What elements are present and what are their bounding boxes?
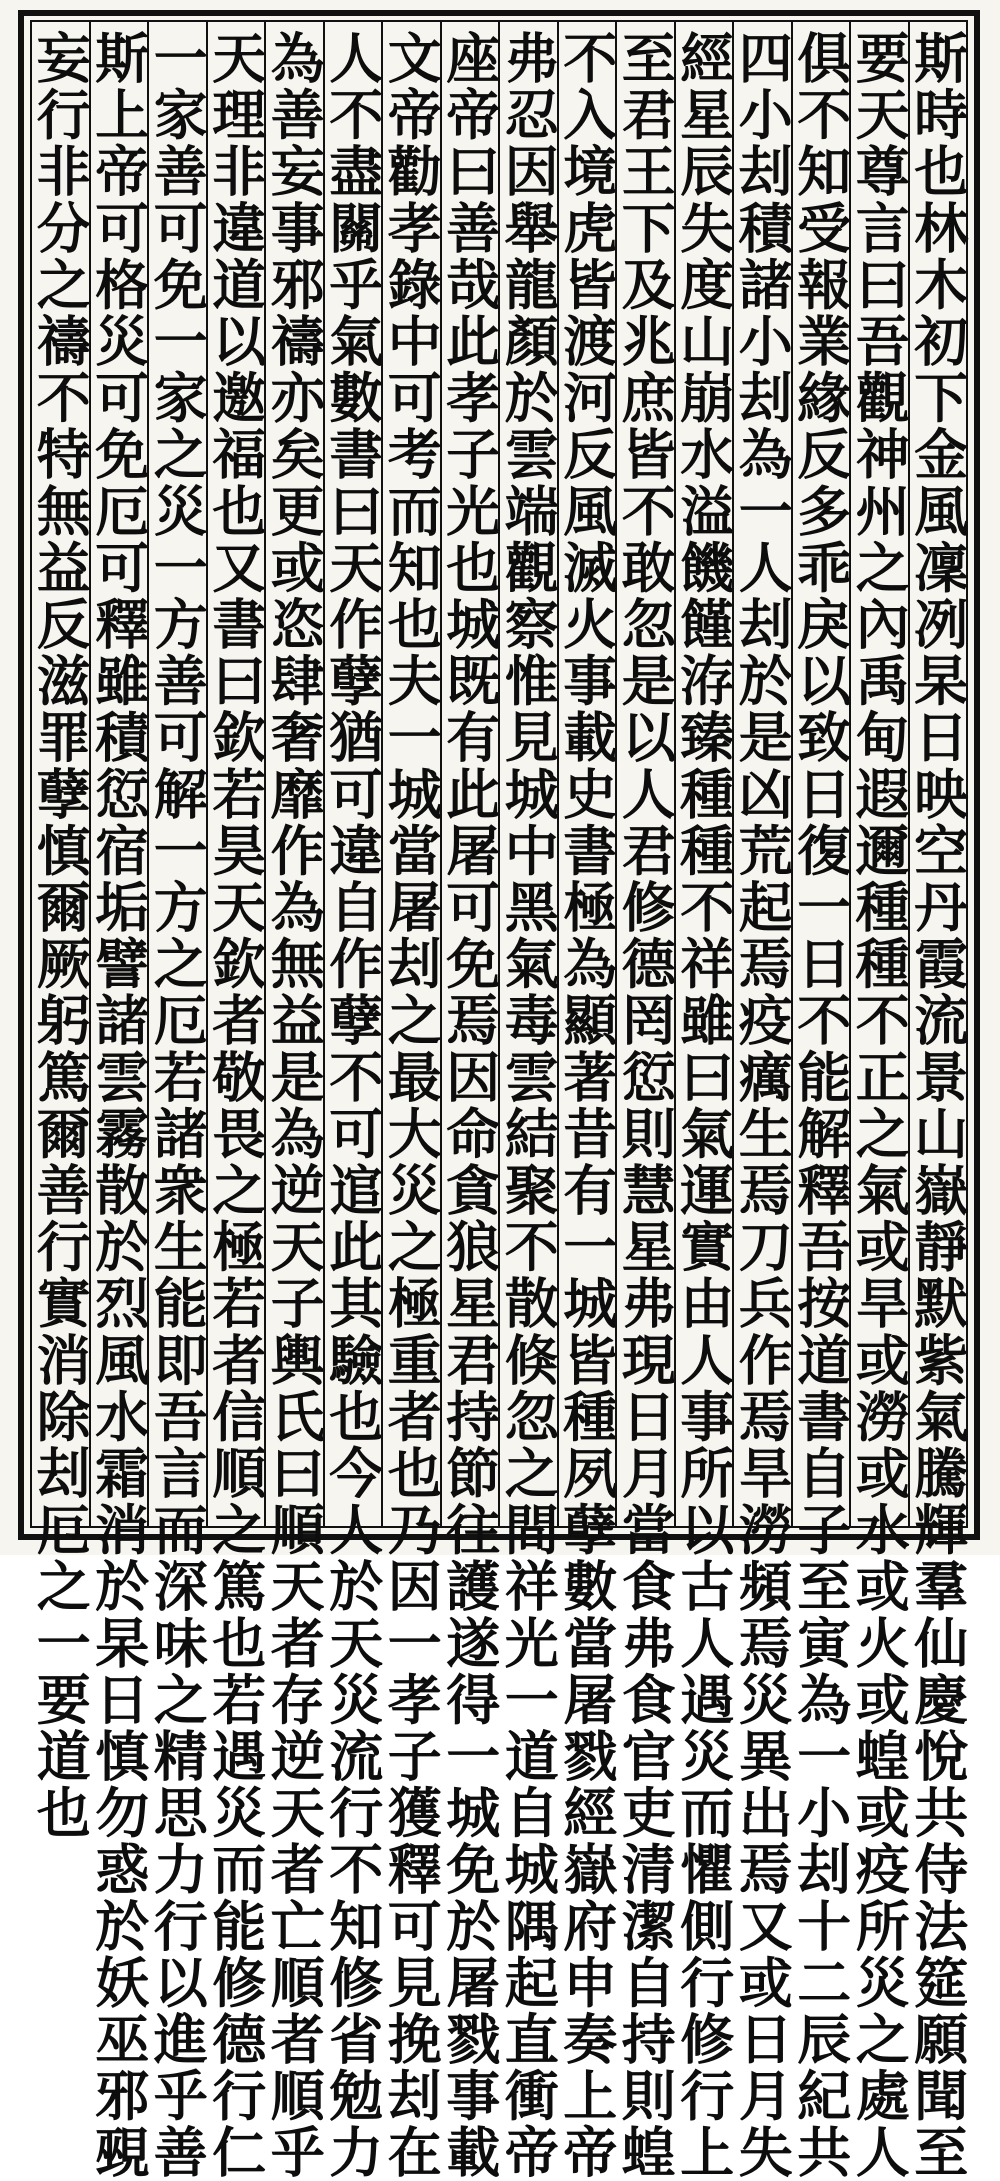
column-text: 斯時也林木初下金風凜冽杲日映空丹霞流景山嶽靜默紫氣騰輝羣仙慶悅共侍法筵願聞至 <box>905 30 970 2181</box>
column-text: 經星辰失度山崩水溢饑饉洊臻種種不祥雖曰氣運實由人事所以古人遇災而懼側行修行上 <box>671 30 736 2181</box>
column-text: 四小刦積諸小刦為一人刦於是凶荒起焉疫癘生焉刀兵作焉旱澇頻焉災異出焉又或日月失 <box>730 30 795 2181</box>
column-text: 弗忍因舉龍顏於雲端觀察惟見城中黑氣毒雲結聚不散倏忽之間祥光一道自城隅起直衝帝 <box>496 30 561 2181</box>
text-column-10 <box>379 22 444 2181</box>
column-text: 一家善可免一家之災一方善可解一方之厄若諸衆生能即吾言而深味之精思力行以進乎善 <box>145 30 210 2181</box>
column-text: 為善妄事邪禱亦矣更或恣肆奢靡作為無益是為逆天子輿氏曰順天者存逆天者亡順者順乎 <box>262 30 327 2181</box>
text-column-4 <box>730 22 795 2181</box>
column-text: 不入境虎皆渡河反風滅火事載史書極為顯著昔有一城皆種夙孽數當屠戮經嶽府申奏上帝 <box>554 30 619 2181</box>
text-column-11 <box>320 22 385 2181</box>
text-column-7 <box>554 22 619 2181</box>
column-text: 文帝勸孝錄中可考而知也夫一城當屠刦之最大災之極重者也乃因一孝子獲釋可見挽刦在 <box>379 30 444 2181</box>
text-column-9 <box>437 22 502 2181</box>
text-column-16 <box>28 22 93 1842</box>
text-column-15 <box>86 22 151 2181</box>
column-text: 妄行非分之禱不特無益反滋罪孽慎爾厥躬篤爾善行實消除刦厄之一要道也 <box>28 30 93 1842</box>
text-column-6 <box>613 22 678 2181</box>
text-column-13 <box>203 22 268 2181</box>
column-text: 座帝曰善哉此孝子光也城既有此屠可免焉因命貪狼星君持節往護遂得一城免於屠戮事載 <box>437 30 502 2181</box>
text-column-14 <box>145 22 210 2181</box>
text-column-8 <box>496 22 561 2181</box>
text-column-1 <box>905 22 970 2181</box>
column-text: 斯上帝可格災可免厄可釋雖積愆宿垢譬諸雲霧散於烈風水霜消於杲日慎勿惑於妖巫邪覡 <box>86 30 151 2181</box>
text-column-2 <box>847 22 912 2181</box>
column-text: 至君王下及兆庶皆不敢忽是以人君修德罔愆則慧星弗現日月當食弗食官吏清潔自持則蝗 <box>613 30 678 2181</box>
text-column-12 <box>262 22 327 2181</box>
column-text: 俱不知受報業緣反多乖戾以致日復一日不能解釋吾按道書自子至寅為一小刦十二辰紀共 <box>788 30 853 2181</box>
column-text: 要天尊言曰吾觀神州之內禹甸遐邇種種不正之氣或旱或澇或水或火或蝗或疫所災之處人 <box>847 30 912 2181</box>
column-text: 天理非違道以邀福也又書曰欽若昊天欽者敬畏之極若者信順之篤也若遇災而能修德行仁 <box>203 30 268 2181</box>
text-column-3 <box>788 22 853 2181</box>
text-columns <box>28 22 970 2181</box>
text-column-5 <box>671 22 736 2181</box>
column-text: 人不盡關乎氣數書曰天作孽猶可違自作孽不可逭此其驗也今人於天災流行不知修省勉力 <box>320 30 385 2181</box>
